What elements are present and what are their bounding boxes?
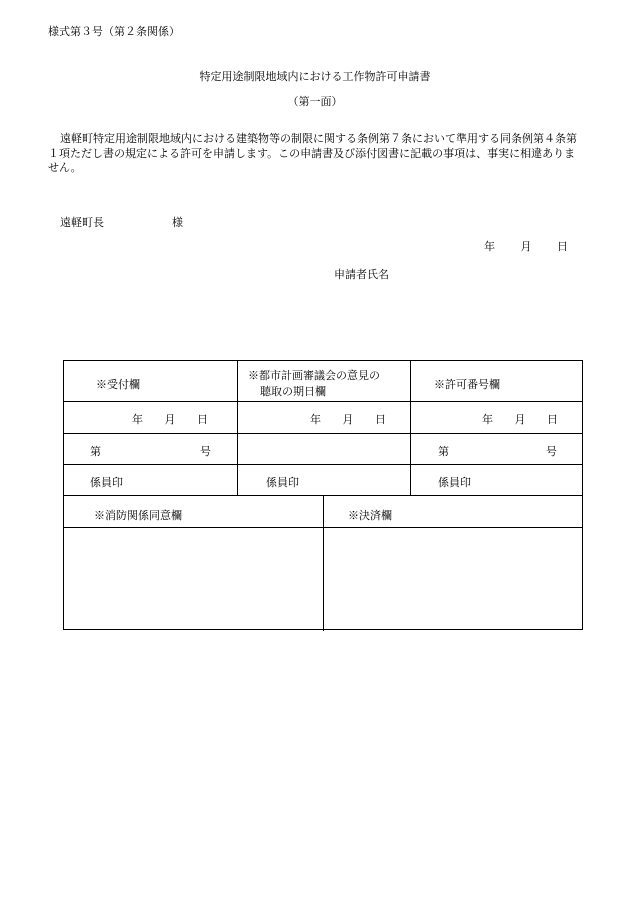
- fire-dept-consent-header: ※消防関係同意欄: [94, 509, 182, 522]
- reception-number-prefix: 第: [90, 445, 101, 458]
- approval-header: ※決済欄: [348, 509, 392, 522]
- application-date[interactable]: [484, 238, 568, 254]
- council-date[interactable]: 年 月 日: [310, 413, 386, 426]
- table-divider: [64, 401, 582, 402]
- office-use-table: [63, 360, 583, 630]
- applicant-name-label: 申請者氏名: [334, 268, 389, 281]
- document-subtitle: （第一面）: [287, 95, 343, 108]
- table-divider: [64, 433, 582, 434]
- council-staff-seal: 係員印: [266, 476, 299, 489]
- table-divider: [64, 464, 582, 465]
- reception-header: ※受付欄: [96, 378, 140, 391]
- permit-number-header: ※許可番号欄: [434, 378, 500, 391]
- permit-date[interactable]: 年 月 日: [482, 413, 558, 426]
- table-divider: [323, 495, 324, 631]
- application-statement: 遠軽町特定用途制限地域内における建築物等の制限に関する条例第７条において準用する同条例第４条第１項ただし書の規定による許可を申請します。この申請書及び添付図書に記載の事項は、事実に相違ありません。: [48, 132, 577, 174]
- year-label: 年: [484, 240, 495, 253]
- table-divider: [410, 361, 411, 495]
- reception-number-suffix: 号: [200, 445, 211, 458]
- day-label: 日: [557, 240, 568, 253]
- permit-number-suffix: 号: [546, 445, 557, 458]
- addressee-honorific: 様: [172, 216, 183, 229]
- table-divider: [237, 361, 238, 495]
- document-title: 特定用途制限地域内における工作物許可申請書: [199, 70, 431, 83]
- form-number: 様式第３号（第２条関係）: [48, 25, 180, 38]
- council-header-line1: ※都市計画審議会の意見の: [248, 369, 380, 382]
- reception-date[interactable]: 年 月 日: [132, 413, 208, 426]
- council-header-line2: 聴取の期日欄: [260, 385, 326, 398]
- permit-number-prefix: 第: [438, 445, 449, 458]
- reception-staff-seal: 係員印: [90, 476, 123, 489]
- month-label: 月: [520, 240, 532, 253]
- permit-staff-seal: 係員印: [438, 476, 471, 489]
- addressee: 遠軽町長: [60, 216, 104, 229]
